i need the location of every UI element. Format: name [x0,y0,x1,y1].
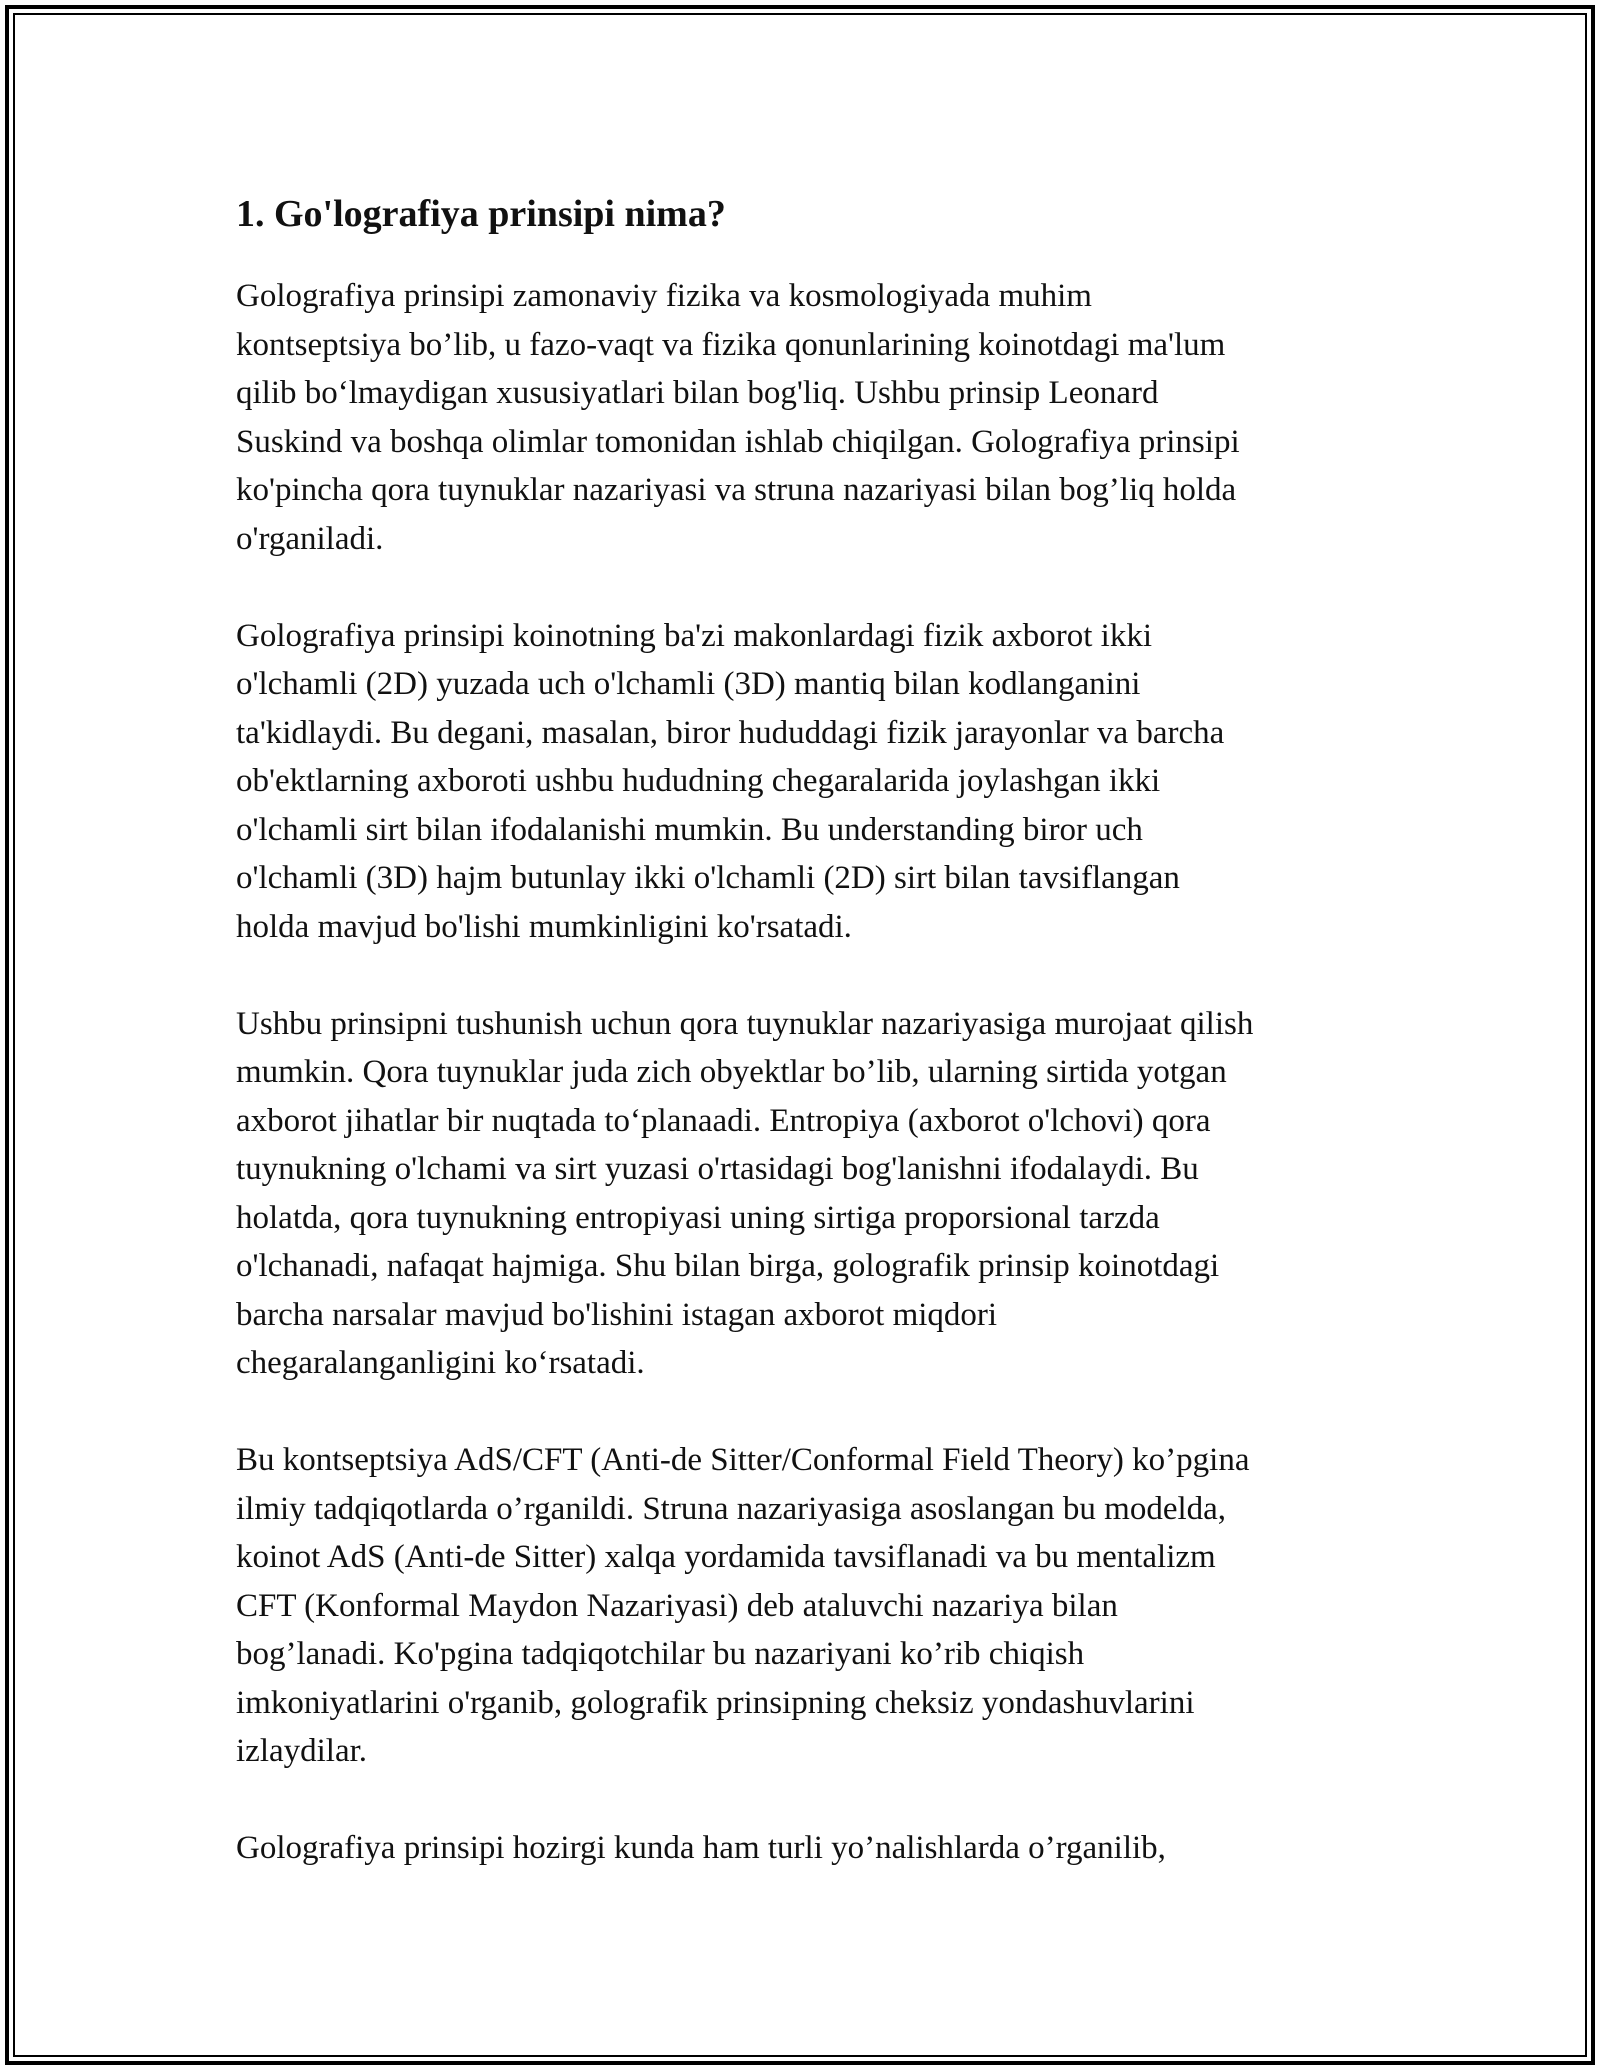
text-line: o'lchamli sirt bilan ifodalanishi mumkin. Bu understanding biror uch [236,811,1143,848]
paragraph [236,1000,1376,1388]
text-line: Golografiya prinsipi hozirgi kunda ham turli yo’nalishlarda o’rganilib, [236,1830,1166,1866]
text-line: koinot AdS (Anti-de Sitter) xalqa yordamida tavsiflanadi va bu mentalizm [236,1539,1216,1575]
text-line: ta'kidlaydi. Bu degani, masalan, biror hududdagi fizik jarayonlar va barcha [236,714,1225,751]
text-line: axborot jihatlar bir nuqtada to‘planaadi. Entropiya (axborot o'lchovi) qora [236,1102,1211,1139]
text-line: Golografiya prinsipi koinotning ba'zi makonlardagi fizik axborot ikki [236,617,1152,654]
text-line: Golografiya prinsipi zamonaviy fizika va kosmologiyada muhim [236,278,1092,314]
text-line: holatda, qora tuynukning entropiyasi uning sirtiga proporsional tarzda [236,1199,1160,1236]
document-title: 1. Go'lografiya prinsipi nima? [236,193,726,235]
paragraph [236,1824,1376,1873]
text-line: mumkin. Qora tuynuklar juda zich obyektlar bo’lib, ularning sirtida yotgan [236,1054,1227,1090]
text-line: ko'pincha qora tuynuklar nazariyasi va struna nazariyasi bilan bog’liq holda [236,472,1237,508]
text-line: ilmiy tadqiqotlarda o’rganildi. Struna nazariyasiga asoslangan bu modelda, [236,1490,1227,1527]
text-line: o'lchamli (3D) hajm butunlay ikki o'lchamli (2D) sirt bilan tavsiflangan [236,860,1180,896]
paragraph [236,272,1376,563]
text-line: Bu kontseptsiya AdS/CFT (Anti-de Sitter/Conformal Field Theory) ko’pgina [236,1442,1250,1478]
text-line: holda mavjud bo'lishi mumkinligini ko'rsatadi. [236,908,852,945]
text-line: CFT (Konformal Maydon Nazariyasi) deb ataluvchi nazariya bilan [236,1587,1118,1624]
text-line: imkoniyatlarini o'rganib, golografik prinsipning cheksiz yondashuvlarini [236,1684,1195,1721]
text-line: ob'ektlarning axboroti ushbu hududning chegaralarida joylashgan ikki [236,763,1161,799]
text-line: bog’lanadi. Ko'pgina tadqiqotchilar bu nazariyani ko’rib chiqish [236,1636,1085,1672]
text-line: o'lchanadi, nafaqat hajmiga. Shu bilan birga, golografik prinsip koinotdagi [236,1248,1220,1284]
text-line: Suskind va boshqa olimlar tomonidan ishlab chiqilgan. Golografiya prinsipi [236,423,1240,460]
text-line: barcha narsalar mavjud bo'lishini istagan axborot miqdori [236,1296,998,1333]
paragraph [236,1436,1376,1776]
text-line: o'lchamli (2D) yuzada uch o'lchamli (3D) mantiq bilan kodlanganini [236,666,1141,702]
paragraph-list [236,272,1376,1873]
paragraph [236,612,1376,952]
text-line: Ushbu prinsipni tushunish uchun qora tuynuklar nazariyasiga murojaat qilish [236,1005,1254,1042]
document-body [236,186,1376,1921]
text-line: kontseptsiya bo’lib, u fazo-vaqt va fizika qonunlarining koinotdagi ma'lum [236,326,1226,363]
text-line: tuynukning o'lchami va sirt yuzasi o'rtasidagi bog'lanishni ifodalaydi. Bu [236,1151,1199,1187]
text-line: o'rganiladi. [236,520,384,557]
text-line: qilib bo‘lmaydigan xususiyatlari bilan bog'liq. Ushbu prinsip Leonard [236,375,1159,411]
text-line: chegaralanganligini ko‘rsatadi. [236,1345,645,1381]
text-line: izlaydilar. [236,1733,368,1769]
